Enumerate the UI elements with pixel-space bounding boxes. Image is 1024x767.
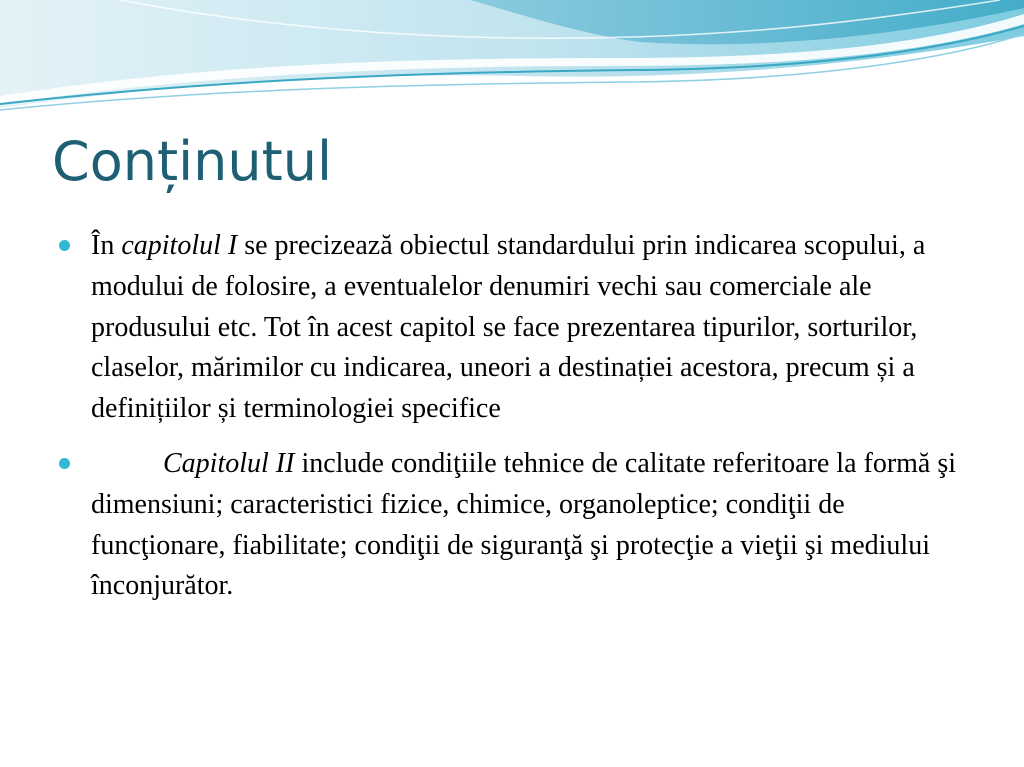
bullet-text: În capitolul I se precizează obiectul standardului prin indicarea scopului, a modului de folosire, a eventualelor denumiri vechi sau comerciale ale produsului etc. Tot în acest capitol se face prezentarea tipurilor, sorturilor, claselor, mărimilor cu indicarea, uneori a destinației acestora, precum și a definițiilor și terminologiei specifice bbox=[91, 230, 926, 425]
bullet-icon bbox=[59, 458, 70, 469]
chapter-reference: Capitolul II bbox=[163, 447, 295, 479]
bullet-icon bbox=[59, 240, 70, 251]
slide-title: Conținutul bbox=[52, 130, 332, 193]
bullet-item bbox=[58, 444, 978, 607]
bullet-text: Capitolul II include condiţiile tehnice de calitate referitoare la formă şi dimensiuni; caracteristici fizice, chimice, organoleptice; condiţii de funcţionare, fiabilitate; condiţii de siguranţă şi protecţie a vieţii şi mediului înconjurător. bbox=[91, 447, 957, 602]
chapter-reference: capitolul I bbox=[121, 230, 238, 261]
decorative-wave-header bbox=[0, 0, 1024, 130]
bullet-list bbox=[58, 226, 978, 621]
bullet-item bbox=[58, 226, 978, 430]
